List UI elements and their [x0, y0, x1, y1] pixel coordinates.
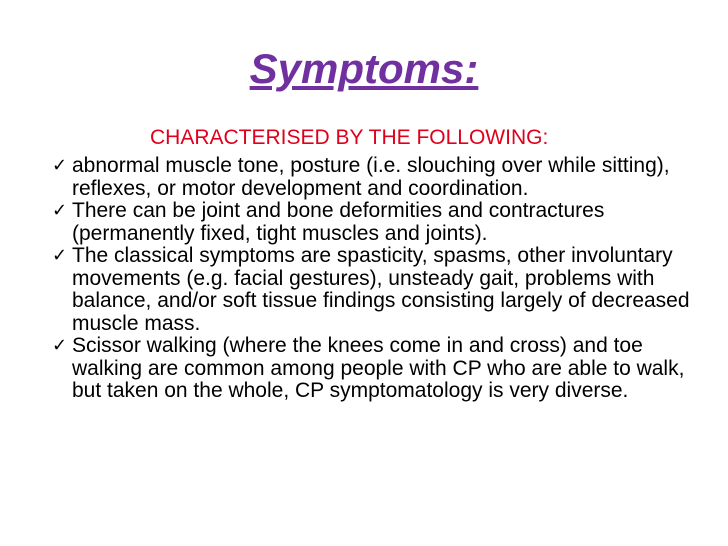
bullet-item [52, 245, 692, 335]
bullet-item [52, 200, 692, 245]
slide-title: Symptoms: [249, 45, 479, 92]
bullet-text: The classical symptoms are spasticity, spasms, other involuntary movements (e.g. facial gestures), unsteady gait, problems with balance, and/or soft tissue findings consisting largely of decreased muscle mass. [72, 244, 690, 335]
checkmark-icon: ✓ [52, 335, 68, 356]
bullet-list [52, 155, 692, 403]
bullet-text: Scissor walking (where the knees come in and cross) and toe walking are common among people with CP who are able to walk, but taken on the whole, CP symptomatology is very diverse. [72, 334, 685, 402]
checkmark-icon: ✓ [52, 155, 68, 176]
checkmark-icon: ✓ [52, 200, 68, 221]
bullet-text: There can be joint and bone deformities and contractures (permanently fixed, tight muscles and joints). [72, 199, 605, 245]
bullet-item [52, 155, 692, 200]
slide-subtitle: CHARACTERISED BY THE FOLLOWING: [150, 126, 549, 149]
bullet-item [52, 335, 692, 403]
checkmark-icon: ✓ [52, 245, 68, 266]
bullet-text: abnormal muscle tone, posture (i.e. slouching over while sitting), reflexes, or motor development and coordination. [72, 154, 670, 200]
